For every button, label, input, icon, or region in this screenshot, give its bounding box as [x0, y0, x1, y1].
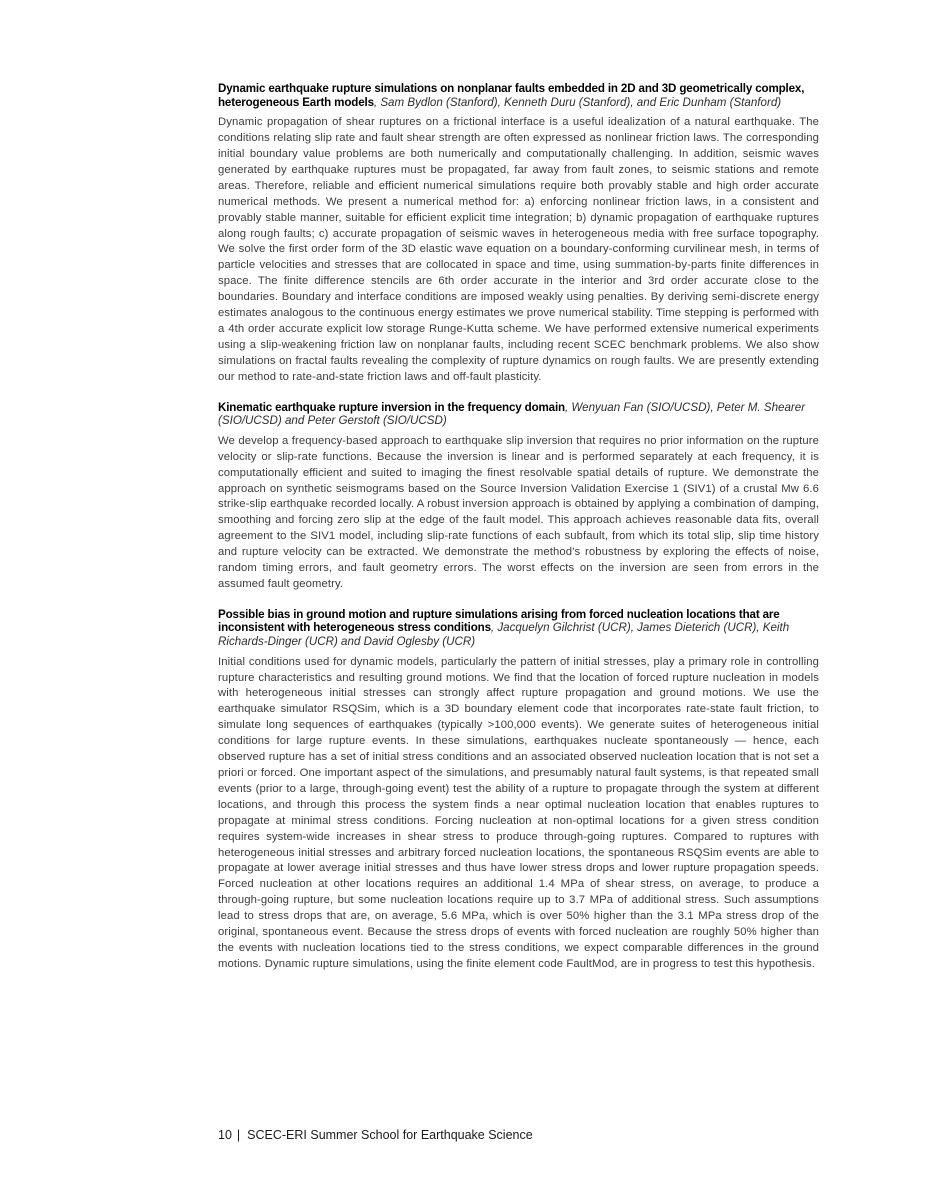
- abstract-body: Initial conditions used for dynamic models, particularly the pattern of initial stresses, play a primary role in controlling rupture characteristics and resulting ground motions. We find that the location of forced rupture nucleation in models with heterogeneous initial stresses can strongly affect rupture propagation and ground motions. We use the earthquake simulator RSQSim, which is a 3D boundary element code that incorporates rate-state fault friction, to simulate long sequences of earthquakes (typically >100,000 events). We generate suites of heterogeneous initial conditions for large rupture events. In these simulations, earthquakes nucleate spontaneously — hence, each observed rupture has a set of initial stress conditions and an associated observed nucleation location that is not set a priori or forced. One important aspect of the simulations, and presumably natural fault systems, is that repeated small events (prior to a large, through-going event) test the ability of a rupture to propagate through the system at different locations, and through this process the system finds a near optimal nucleation location that enables ruptures to propagate at minimal stress conditions. Forcing nucleation at non-optimal locations for a given stress condition requires system-wide increases in shear stress to produce through-going ruptures. Compared to ruptures with heterogeneous initial stresses and arbitrary forced nucleation locations, the spontaneous RSQSim events are able to propagate at lower average initial stresses and thus have lower stress drops and lower rupture propagation speeds. Forced nucleation at other locations requires an additional 1.4 MPa of shear stress, on average, to produce a through-going rupture, but some nucleation locations require up to 3.7 MPa of additional stress. Such assumptions lead to stress drops that are, on average, 5.6 MPa, which is over 50% higher than the 3.1 MPa stress drop of the original, spontaneous event. Because the stress drops of events with forced nucleation are roughly 50% higher than the events with nucleation locations tied to the stress conditions, we expect comparable differences in the ground motions. Dynamic rupture simulations, using the finite element code FaultMod, are in progress to test this hypothesis.: [218, 655, 819, 970]
- abstract-title: Dynamic earthquake rupture simulations on nonplanar faults embedded in 2D and 3D geometrically complex, heterogeneous Earth models: [218, 82, 805, 109]
- footer-booklet-title: SCEC-ERI Summer School for Earthquake Science: [247, 1128, 533, 1142]
- abstract-section: [218, 608, 819, 973]
- abstract-authors: , Jacquelyn Gilchrist (UCR), James Dieterich (UCR), Keith Richards-Dinger (UCR) and David Oglesby (UCR): [218, 621, 790, 649]
- abstract-section: [218, 401, 819, 593]
- abstract-section: [218, 82, 819, 386]
- abstract-authors: , Wenyuan Fan (SIO/UCSD), Peter M. Shearer (SIO/UCSD) and Peter Gerstoft (SIO/UCSD): [218, 400, 806, 428]
- abstract-title: Kinematic earthquake rupture inversion in the frequency domain: [218, 400, 565, 414]
- abstract-title: Possible bias in ground motion and rupture simulations arising from forced nucleation locations that are inconsistent with heterogeneous stress conditions: [218, 607, 780, 635]
- abstract-authors: , Sam Bydlon (Stanford), Kenneth Duru (Stanford), and Eric Dunham (Stanford): [373, 95, 782, 109]
- abstracts-column: [218, 82, 819, 988]
- page-footer: [218, 1128, 533, 1142]
- abstract-heading: [218, 401, 819, 428]
- abstract-heading: [218, 608, 819, 649]
- abstract-body: We develop a frequency-based approach to earthquake slip inversion that requires no prior information on the rupture velocity or slip-rate functions. Because the inversion is linear and is performed separately at each frequency, it is computationally efficient and suited to imaging the finest resolvable spatial details of rupture. We demonstrate the approach on synthetic seismograms based on the Source Inversion Validation Exercise 1 (SIV1) of a crustal Mw 6.6 strike-slip earthquake recorded locally. A robust inversion approach is obtained by applying a combination of damping, smoothing and forcing zero slip at the edge of the fault model. This approach achieves reasonable data fits, overall agreement to the SIV1 model, including slip-rate functions of each subfault, from which its total slip, slip time history and rupture velocity can be extracted. We demonstrate the method's robustness by exploring the effects of noise, random timing errors, and fault geometry errors. The worst effects on the inversion are seen from errors in the assumed fault geometry.: [218, 434, 819, 590]
- abstract-body: Dynamic propagation of shear ruptures on a frictional interface is a useful idealization of a natural earthquake. The conditions relating slip rate and fault shear strength are often expressed as nonlinear friction laws. The corresponding initial boundary value problems are both numerically and computationally challenging. In addition, seismic waves generated by earthquake ruptures must be propagated, far away from fault zones, to seismic stations and remote areas. Therefore, reliable and efficient numerical simulations require both provably stable and high order accurate numerical methods. We present a numerical method for: a) enforcing nonlinear friction laws, in a consistent and provably stable manner, suitable for efficient explicit time integration; b) dynamic propagation of earthquake ruptures along rough faults; c) accurate propagation of seismic waves in heterogeneous media with free surface topography. We solve the first order form of the 3D elastic wave equation on a boundary-conforming curvilinear mesh, in terms of particle velocities and stresses that are collocated in space and time, using summation-by-parts finite differences in space. The finite difference stencils are 6th order accurate in the interior and 3rd order accurate close to the boundaries. Boundary and interface conditions are imposed weakly using penalties. By deriving semi-discrete energy estimates analogous to the continuous energy estimates we prove numerical stability. Time stepping is performed with a 4th order accurate explicit low storage Runge-Kutta scheme. We have performed extensive numerical experiments using a slip-weakening friction law on nonplanar faults, including recent SCEC benchmark problems. We also show simulations on fractal faults revealing the complexity of rupture dynamics on rough faults. We are presently extending our method to rate-and-state friction laws and off-fault plasticity.: [218, 116, 819, 383]
- abstract-heading: [218, 82, 819, 109]
- footer-separator: |: [236, 1128, 241, 1142]
- page-number: 10: [218, 1128, 232, 1142]
